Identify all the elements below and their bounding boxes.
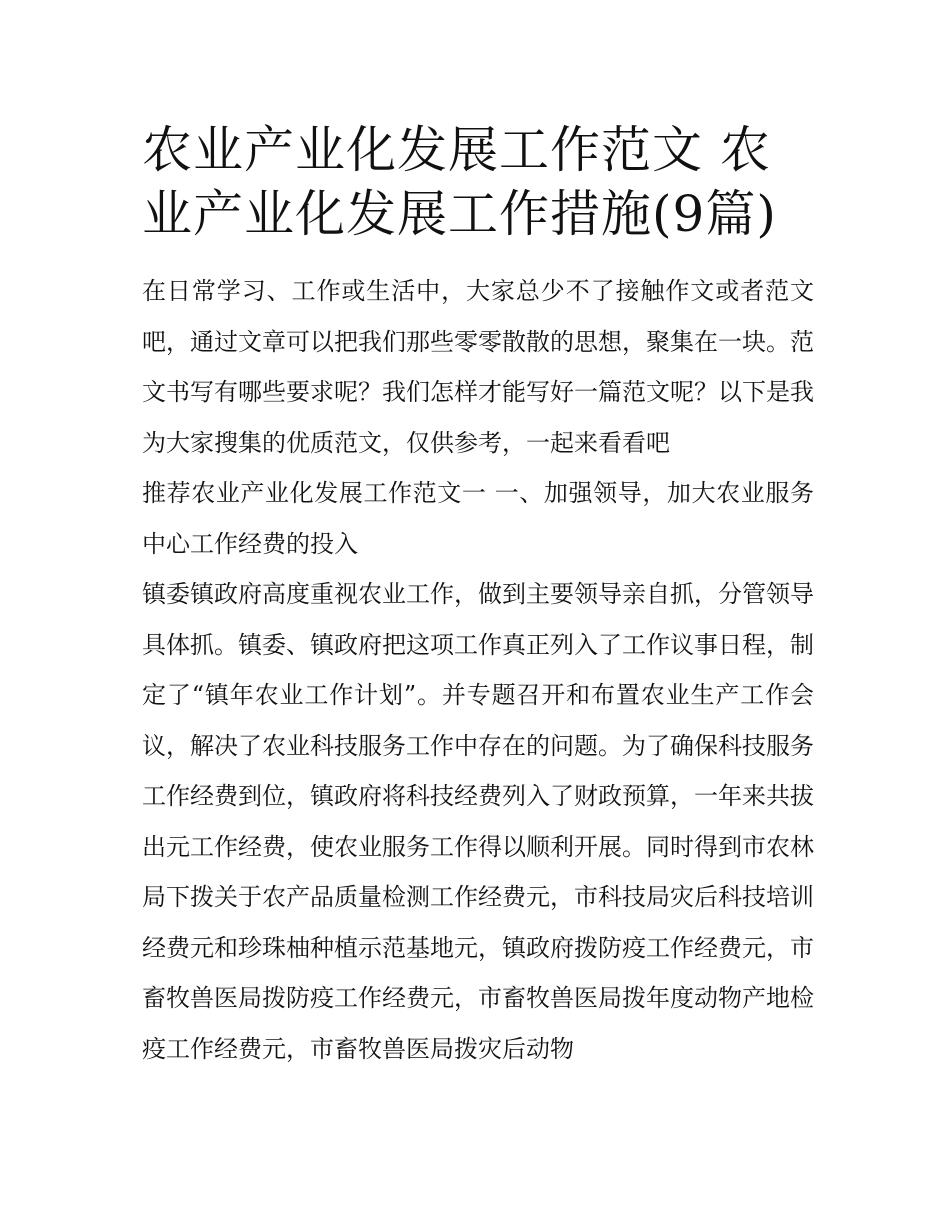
section-heading-paragraph: 推荐农业产业化发展工作范文一 一、加强领导，加大农业服务中心工作经费的投入 [142, 479, 814, 558]
body-paragraph: 镇委镇政府高度重视农业工作，做到主要领导亲自抓，分管领导具体抓。镇委、镇政府把这项工作真正列入了工作议事日程，制定了“镇年农业工作计划”。并专题召开和布置农业生产工作会议，解决了农业科技服务工作中存在的问题。为了确保科技服务工作经费到位，镇政府将科技经费列入了财政预算，一年来共拔出元工作经费，使农业服务工作得以顺利开展。同时得到市农林局下拨关于农产品质量检测工作经费元，市科技局灾后科技培训经费元和珍珠柚种植示范基地元，镇政府拨防疫工作经费元，市畜牧兽医局拨防疫工作经费元，市畜牧兽医局拨年度动物产地检疫工作经费元，市畜牧兽医局拨灾后动物 [142, 580, 814, 1063]
document-page [142, 0, 814, 1074]
document-body [142, 266, 814, 1074]
intro-paragraph: 在日常学习、工作或生活中，大家总少不了接触作文或者范文吧，通过文章可以把我们那些零零散散的思想，聚集在一块。范文书写有哪些要求呢？我们怎样才能写好一篇范文呢？以下是我为大家搜集的优质范文，仅供参考，一起来看看吧 [142, 277, 814, 457]
document-title: 农业产业化发展工作范文 农业产业化发展工作措施(9篇) [142, 121, 777, 243]
